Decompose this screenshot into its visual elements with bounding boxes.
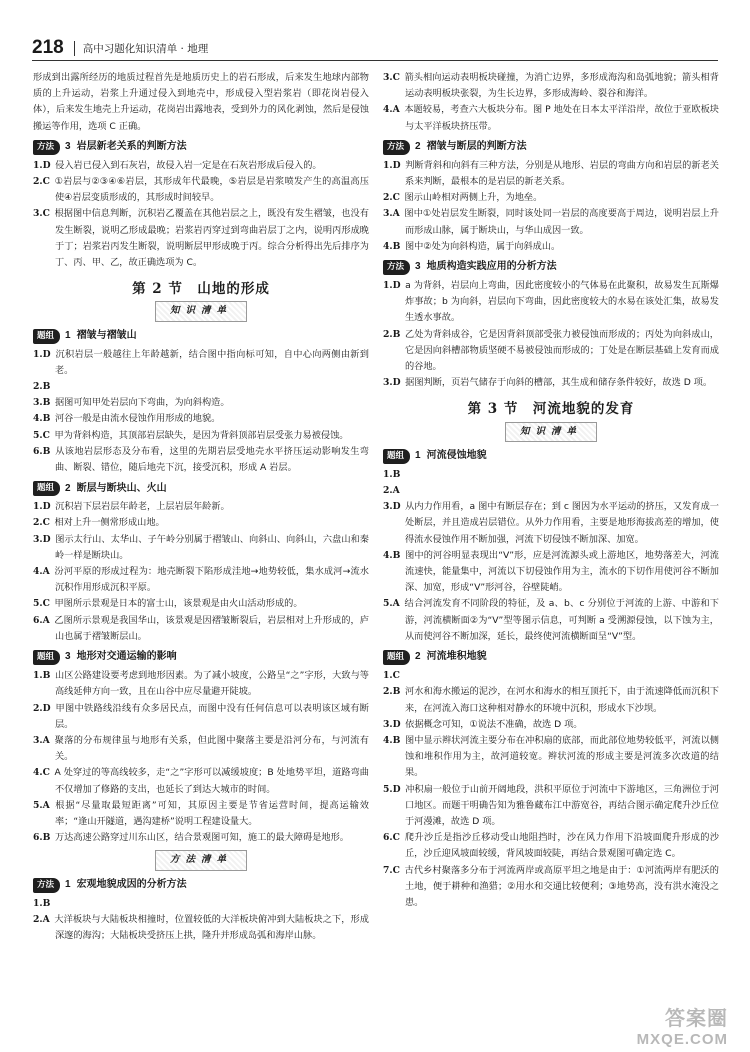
answer-item	[33, 896, 369, 912]
answer-number: 6.B	[33, 445, 51, 457]
answer-number: 3.D	[383, 377, 401, 389]
answer-item	[383, 863, 719, 912]
answer-list	[383, 668, 719, 911]
answer-number: 6.A	[33, 614, 50, 626]
answer-text: 箭头相向运动表明板块碰撞，为消亡边界，多形成海沟和岛弧地貌；箭头相背运动表明板块张裂，为生长边界，多形成海岭、裂谷和海洋。	[404, 72, 719, 100]
answer-text: 根据“尽量取最短距离”可知，其原因主要是节省运营时间，提高运输效率；“逢山开隧道，遇沟建桥”说明工程建设量大。	[54, 799, 369, 827]
answer-text: 聚落的分布规律虽与地形有关系，但此图中聚落主要是沿河分布，与河流有关。	[54, 734, 369, 763]
answer-number: 4.A	[33, 566, 50, 578]
answer-number: 3.A	[33, 734, 50, 746]
answer-item	[383, 830, 719, 862]
answer-item	[383, 327, 719, 376]
answer-item	[33, 765, 369, 797]
method-title: 岩层新老关系的判断方法	[76, 141, 187, 153]
answer-number: 3.A	[383, 208, 400, 220]
answer-item	[383, 278, 719, 327]
answer-item	[33, 912, 369, 944]
group-heading	[33, 649, 369, 666]
answer-text: a 为背斜，岩层向上弯曲，因此密度较小的气体易在此聚积，故易发生瓦斯爆炸事故；b 为向斜，岩层向下弯曲，因此密度较大的水易在该处汇集，故易发生透水事故。	[405, 280, 719, 324]
answer-number: 1.B	[33, 670, 51, 682]
answer-number: 5.C	[33, 598, 50, 610]
knowledge-banner: 知识清单	[505, 422, 597, 442]
answer-number: 4.C	[33, 767, 50, 779]
answer-text: 河谷一般是由流水侵蚀作用形成的地貌。	[54, 413, 221, 425]
answer-item	[383, 499, 719, 548]
page-header	[32, 36, 718, 61]
answer-text: 图中显示辫状河流主要分布在冲积扇的底部，而此部位地势较低平，河流以侧蚀和堆积作用为主，故河道较宽。辫状河流的形成主要是河流多次改道的结果。	[404, 734, 719, 779]
answer-text: 依据概念可知，①说法不准确，故选 D 项。	[405, 718, 583, 730]
answer-text: 甲图所示景观是日本的富士山，该景观是由火山活动形成的。	[54, 598, 303, 610]
answer-number: 7.C	[383, 864, 400, 876]
answer-item	[33, 701, 369, 733]
method-title: 宏观地貌成因的分析方法	[76, 878, 187, 890]
answer-number: 5.A	[33, 799, 50, 811]
answer-number: 2.C	[383, 192, 400, 204]
method-heading	[383, 259, 719, 276]
answer-text: 侵入岩已侵入到石灰岩，故侵入岩一定是在石灰岩形成后侵入的。	[55, 159, 322, 171]
group-number: 1	[415, 450, 421, 462]
answer-text: 判断背斜和向斜有三种方法，分别是从地形、岩层的弯曲方向和岩层的新老关系来判断，最根本的是岩层的新老关系。	[405, 159, 719, 188]
answer-item	[383, 483, 719, 499]
answer-item	[33, 499, 369, 515]
answer-number: 5.D	[383, 783, 401, 795]
answer-item	[33, 206, 369, 271]
answer-item	[383, 548, 719, 597]
answer-number: 1.D	[33, 501, 51, 513]
answer-number: 3.B	[33, 397, 51, 409]
answer-text: 沉积岩层一般越往上年龄越新，结合图中指向标可知，自中心向两侧由新到老。	[55, 348, 369, 376]
answer-number: 6.B	[33, 832, 51, 844]
banner	[33, 301, 369, 321]
answer-item	[383, 375, 719, 391]
answer-item	[33, 379, 369, 395]
answer-text: 乙处为背斜成谷，它是因背斜顶部受张力被侵蚀而形成的；丙处为向斜成山，它是因向斜槽部物质坚硬不易被侵蚀而形成的；丁处是在断层基础上发育而成的谷地。	[404, 328, 719, 373]
method-number: 2	[415, 141, 421, 153]
answer-item	[383, 782, 719, 831]
answer-text: 据图判断，页岩气储存于向斜的槽部，其生成和储存条件较好，故选 D 项。	[405, 377, 713, 389]
answer-number: 2.C	[33, 517, 50, 529]
answer-item	[33, 668, 369, 700]
method-heading	[33, 877, 369, 894]
watermark-line2: MXQE.COM	[636, 1031, 728, 1048]
watermark-line1: 答案圈	[665, 1008, 728, 1030]
answer-number: 2.C	[33, 176, 50, 188]
group-number: 2	[65, 482, 71, 494]
answer-text: 古代乡村聚落多分布于河流两岸或高原平坦之地是由于：①河流两岸有肥沃的土地，便于耕种和渔猎；②用水和交通比较便利；③地势高，没有洪水淹没之患。	[404, 864, 719, 908]
answer-number: 3.C	[33, 208, 50, 220]
answer-item	[383, 102, 719, 134]
answer-item	[383, 467, 719, 483]
answer-text: 乙图所示景观是我国华山，该景观是因褶皱断裂后，岩层相对上升形成的，庐山也属于褶皱断层山。	[54, 614, 369, 642]
group-tag: 题组	[383, 449, 410, 464]
method-tag: 方法	[383, 260, 410, 275]
group-number: 3	[65, 651, 71, 663]
section-title: 第 2 节 山地的形成	[132, 281, 270, 298]
book-title: 高中习题化知识清单 · 地理	[74, 41, 209, 56]
answer-item	[33, 444, 369, 476]
answer-item	[383, 684, 719, 716]
method-title: 地质构造实践应用的分析方法	[426, 261, 557, 273]
method-tag: 方法	[383, 140, 410, 155]
group-tag: 题组	[33, 481, 60, 496]
answer-number: 2.D	[33, 702, 51, 714]
answer-number: 3.C	[383, 72, 400, 83]
answer-item	[33, 830, 369, 846]
answer-item	[33, 347, 369, 379]
answer-text: 图中②处为向斜构造，属于向斜成山。	[404, 240, 561, 252]
method-number: 3	[65, 141, 71, 153]
answer-item	[33, 428, 369, 444]
method-heading	[383, 139, 719, 156]
answer-item	[383, 158, 719, 190]
answer-text: 甲图中铁路线沿线有众多居民点，而图中没有任何信息可以表明该区域有断层。	[55, 702, 369, 730]
answer-item	[33, 596, 369, 612]
answer-number: 1.D	[33, 348, 51, 360]
right-column	[383, 70, 719, 911]
answer-text: 根据图中信息判断，沉积岩乙覆盖在其他岩层之上，既没有发生褶皱，也没有发生断裂，说明乙形成最晚；岩浆岩丙穿过到弯曲岩层丁之内，说明丙形成晚于丁；岩浆岩丙发生断裂，说明断层甲形成晚于丙。综合分析得出先后排序为丁、丙、甲、乙，故正确选项为 C。	[54, 208, 369, 269]
answer-list	[383, 70, 719, 135]
answer-text: 从内力作用看，a 图中有断层存在；到 c 图因为水平运动的挤压，又发育成一处断层，并且造成岩层错位。从外力作用看，主要是地形海拔高差的增加，使得流水侵蚀作用不断加强，河流下切侵蚀不断加深、加宽。	[405, 501, 719, 545]
answer-text: 图中①处岩层发生断裂，同时该处同一岩层的高度要高于周边，说明岩层上升而形成山脉，属于断块山，与华山成因一致。	[404, 208, 719, 236]
answer-list	[33, 896, 369, 945]
answer-number: 2.A	[383, 485, 400, 497]
answer-number: 2.A	[33, 913, 50, 925]
group-tag: 题组	[33, 329, 60, 344]
answer-item	[383, 717, 719, 733]
answer-number: 4.B	[383, 734, 401, 746]
answer-number: 1.B	[33, 897, 51, 909]
answer-text: 本题较易，考查六大板块分布。图 P 地处在日本太平洋沿岸，故位于亚欧板块与太平洋板块挤压带。	[404, 104, 719, 132]
method-number: 3	[415, 261, 421, 273]
page-number: 218	[32, 37, 64, 58]
answer-list	[383, 467, 719, 645]
answer-number: 4.A	[383, 104, 400, 116]
answer-text: 从该地岩层形态及分布看，这里的先期岩层受地壳水平挤压运动影响发生弯曲、断裂、错位，随后地壳下沉，接受沉积，形成 A 岩层。	[54, 445, 369, 474]
answer-number: 4.B	[33, 413, 51, 425]
method-tag: 方法	[33, 140, 60, 155]
group-number: 1	[65, 330, 71, 342]
answer-number: 5.A	[383, 598, 400, 610]
method-banner: 方法清单	[155, 850, 247, 870]
banner	[33, 850, 369, 870]
answer-text: 图中的河谷明显表现出“V”形，应是河流源头或上游地区，地势落差大，河流流速快，能量集中，河流以下切侵蚀作用为主，流水的下切作用使河谷不断加深、加宽，形成“V”形河谷，谷壁陡峭。	[404, 549, 719, 594]
group-heading	[33, 480, 369, 497]
answer-number: 3.D	[383, 501, 401, 513]
answer-list	[33, 158, 369, 271]
answer-list	[33, 668, 369, 846]
method-title: 褶皱与断层的判断方法	[426, 141, 527, 153]
answer-text: 大洋板块与大陆板块相撞时，位置较低的大洋板块俯冲到大陆板块之下，形成深邃的海沟；大陆板块受挤压上拱，隆升并形成岛弧和海岸山脉。	[54, 913, 369, 941]
answer-item	[33, 532, 369, 564]
section-title: 第 3 节 河流地貌的发育	[467, 401, 635, 418]
answer-number: 3.D	[383, 718, 401, 730]
answer-item	[383, 206, 719, 238]
answer-number: 3.D	[33, 533, 51, 545]
answer-item	[33, 564, 369, 596]
method-heading	[33, 139, 369, 156]
answer-number: 1.D	[383, 159, 401, 171]
answer-list	[33, 499, 369, 645]
answer-number: 6.C	[383, 832, 400, 844]
answer-list	[383, 278, 719, 391]
answer-text: 沉积岩下层岩层年龄老，上层岩层年龄新。	[55, 501, 230, 513]
banner	[383, 422, 719, 442]
answer-text: 相对上升一侧常形成山地。	[54, 517, 165, 529]
answer-item	[33, 613, 369, 645]
answer-number: 1.D	[33, 159, 51, 171]
answer-item	[383, 239, 719, 255]
knowledge-banner: 知识清单	[155, 301, 247, 321]
group-tag: 题组	[33, 650, 60, 665]
left-column	[33, 70, 369, 944]
answer-text: 山区公路建设要考虑到地形因素。为了减小坡度，公路呈“之”字形，大致与等高线延伸方向一致，且在山谷中应尽量避开陡坡。	[54, 670, 369, 698]
answer-text: A 处穿过的等高线较多，走“之”字形可以减缓坡度；B 处地势平坦，道路弯曲不仅增加了修路的支出，也延长了到达大城市的时间。	[54, 767, 369, 795]
answer-number: 1.B	[383, 468, 401, 480]
answer-item	[33, 515, 369, 531]
answer-item	[33, 733, 369, 765]
answer-text: 汾河平原的形成过程为：地壳断裂下陷形成洼地→地势较低，集水成河→流水沉积作用形成沉积平原。	[54, 566, 369, 594]
group-title: 河流堆积地貌	[426, 651, 487, 663]
answer-number: 2.B	[33, 381, 51, 393]
answer-item	[383, 733, 719, 782]
group-title: 河流侵蚀地貌	[426, 450, 487, 462]
answer-text: 结合河流发育不同阶段的特征，及 a、b、c 分别位于河流的上游、中游和下游，河流横断面②为“V”型等图示信息，可判断 a 受溯源侵蚀，以下蚀为主，从而使河谷不断加深，延长，最终使河流横断面呈“V”型。	[404, 598, 719, 642]
method-tag: 方法	[33, 878, 60, 893]
answer-list	[383, 158, 719, 255]
answer-item	[383, 190, 719, 206]
answer-item	[33, 158, 369, 174]
intro-paragraph: 形成到出露所经历的地质过程首先是地质历史上的岩石形成，后来发生地球内部物质的上升运动，岩浆上升通过侵入到地壳中，形成侵入型岩浆岩（即花岗岩侵入体），后来发生地壳上升运动，花岗岩出露地表，受到外力的风化剥蚀，然后是侵蚀搬运等作用，选项 C 正确。	[33, 72, 369, 132]
answer-text: 甲为背斜构造，其顶部岩层缺失，是因为背斜顶部岩层受张力易被侵蚀。	[54, 429, 349, 441]
answer-number: 1.D	[383, 280, 401, 292]
answer-number: 1.C	[383, 670, 400, 682]
answer-text: 据图可知甲处岩层向下弯曲，为向斜构造。	[54, 397, 230, 409]
answer-text: 河水和海水搬运的泥沙，在河水和海水的相互顶托下，由于流速降低而沉积下来，在河流入海口这种相对静水的环境中沉积，形成水下沙坝。	[404, 686, 719, 714]
answer-text: 图示山岭相对两侧上升，为地垒。	[404, 192, 543, 204]
answer-number: 4.B	[383, 240, 401, 252]
answer-item	[383, 668, 719, 684]
answer-item	[33, 174, 369, 206]
group-heading	[33, 328, 369, 345]
answer-number: 4.B	[383, 549, 401, 561]
group-heading	[383, 649, 719, 666]
group-tag: 题组	[383, 650, 410, 665]
answer-number: 2.B	[383, 686, 401, 698]
method-number: 1	[65, 878, 71, 890]
answer-item	[383, 70, 719, 102]
answer-number: 5.C	[33, 429, 50, 441]
watermark	[637, 1002, 728, 1048]
answer-text: ①岩层与②③④⑥岩层，其形成年代最晚，⑤岩层是岩浆喷发产生的高温高压使④岩层变质形成的，其形成时间较早。	[54, 176, 369, 204]
answer-text: 冲积扇一般位于山前开阔地段，洪积平原位于河流中下游地区，三角洲位于河口地区。而题干明确告知为雅鲁藏布江中游宽谷，再结合图示确定爬升沙丘位于河漫滩，故选 D 项。	[405, 783, 719, 827]
group-number: 2	[415, 651, 421, 663]
answer-item	[33, 411, 369, 427]
group-title: 褶皱与褶皱山	[76, 330, 137, 342]
group-heading	[383, 448, 719, 465]
answer-item	[33, 798, 369, 830]
answer-item	[33, 395, 369, 411]
answer-list	[33, 347, 369, 477]
answer-number: 2.B	[383, 328, 401, 340]
group-title: 地形对交通运输的影响	[76, 651, 177, 663]
answer-text: 万达高速公路穿过川东山区，结合景观图可知，施工的最大障碍是地形。	[54, 832, 349, 844]
answer-text: 爬升沙丘是指沙丘移动受山地阻挡时，沙在风力作用下沿坡面爬升形成的沙丘，沙丘迎风坡面较缓，背风坡面较陡，再结合景观图可确定选 C。	[404, 832, 719, 860]
group-title: 断层与断块山、火山	[76, 482, 167, 494]
answer-item	[383, 596, 719, 645]
answer-text: 图示太行山、太华山、子午岭分别属于褶皱山、向斜山、向斜山，六盘山和秦岭一样是断块山。	[55, 533, 369, 561]
